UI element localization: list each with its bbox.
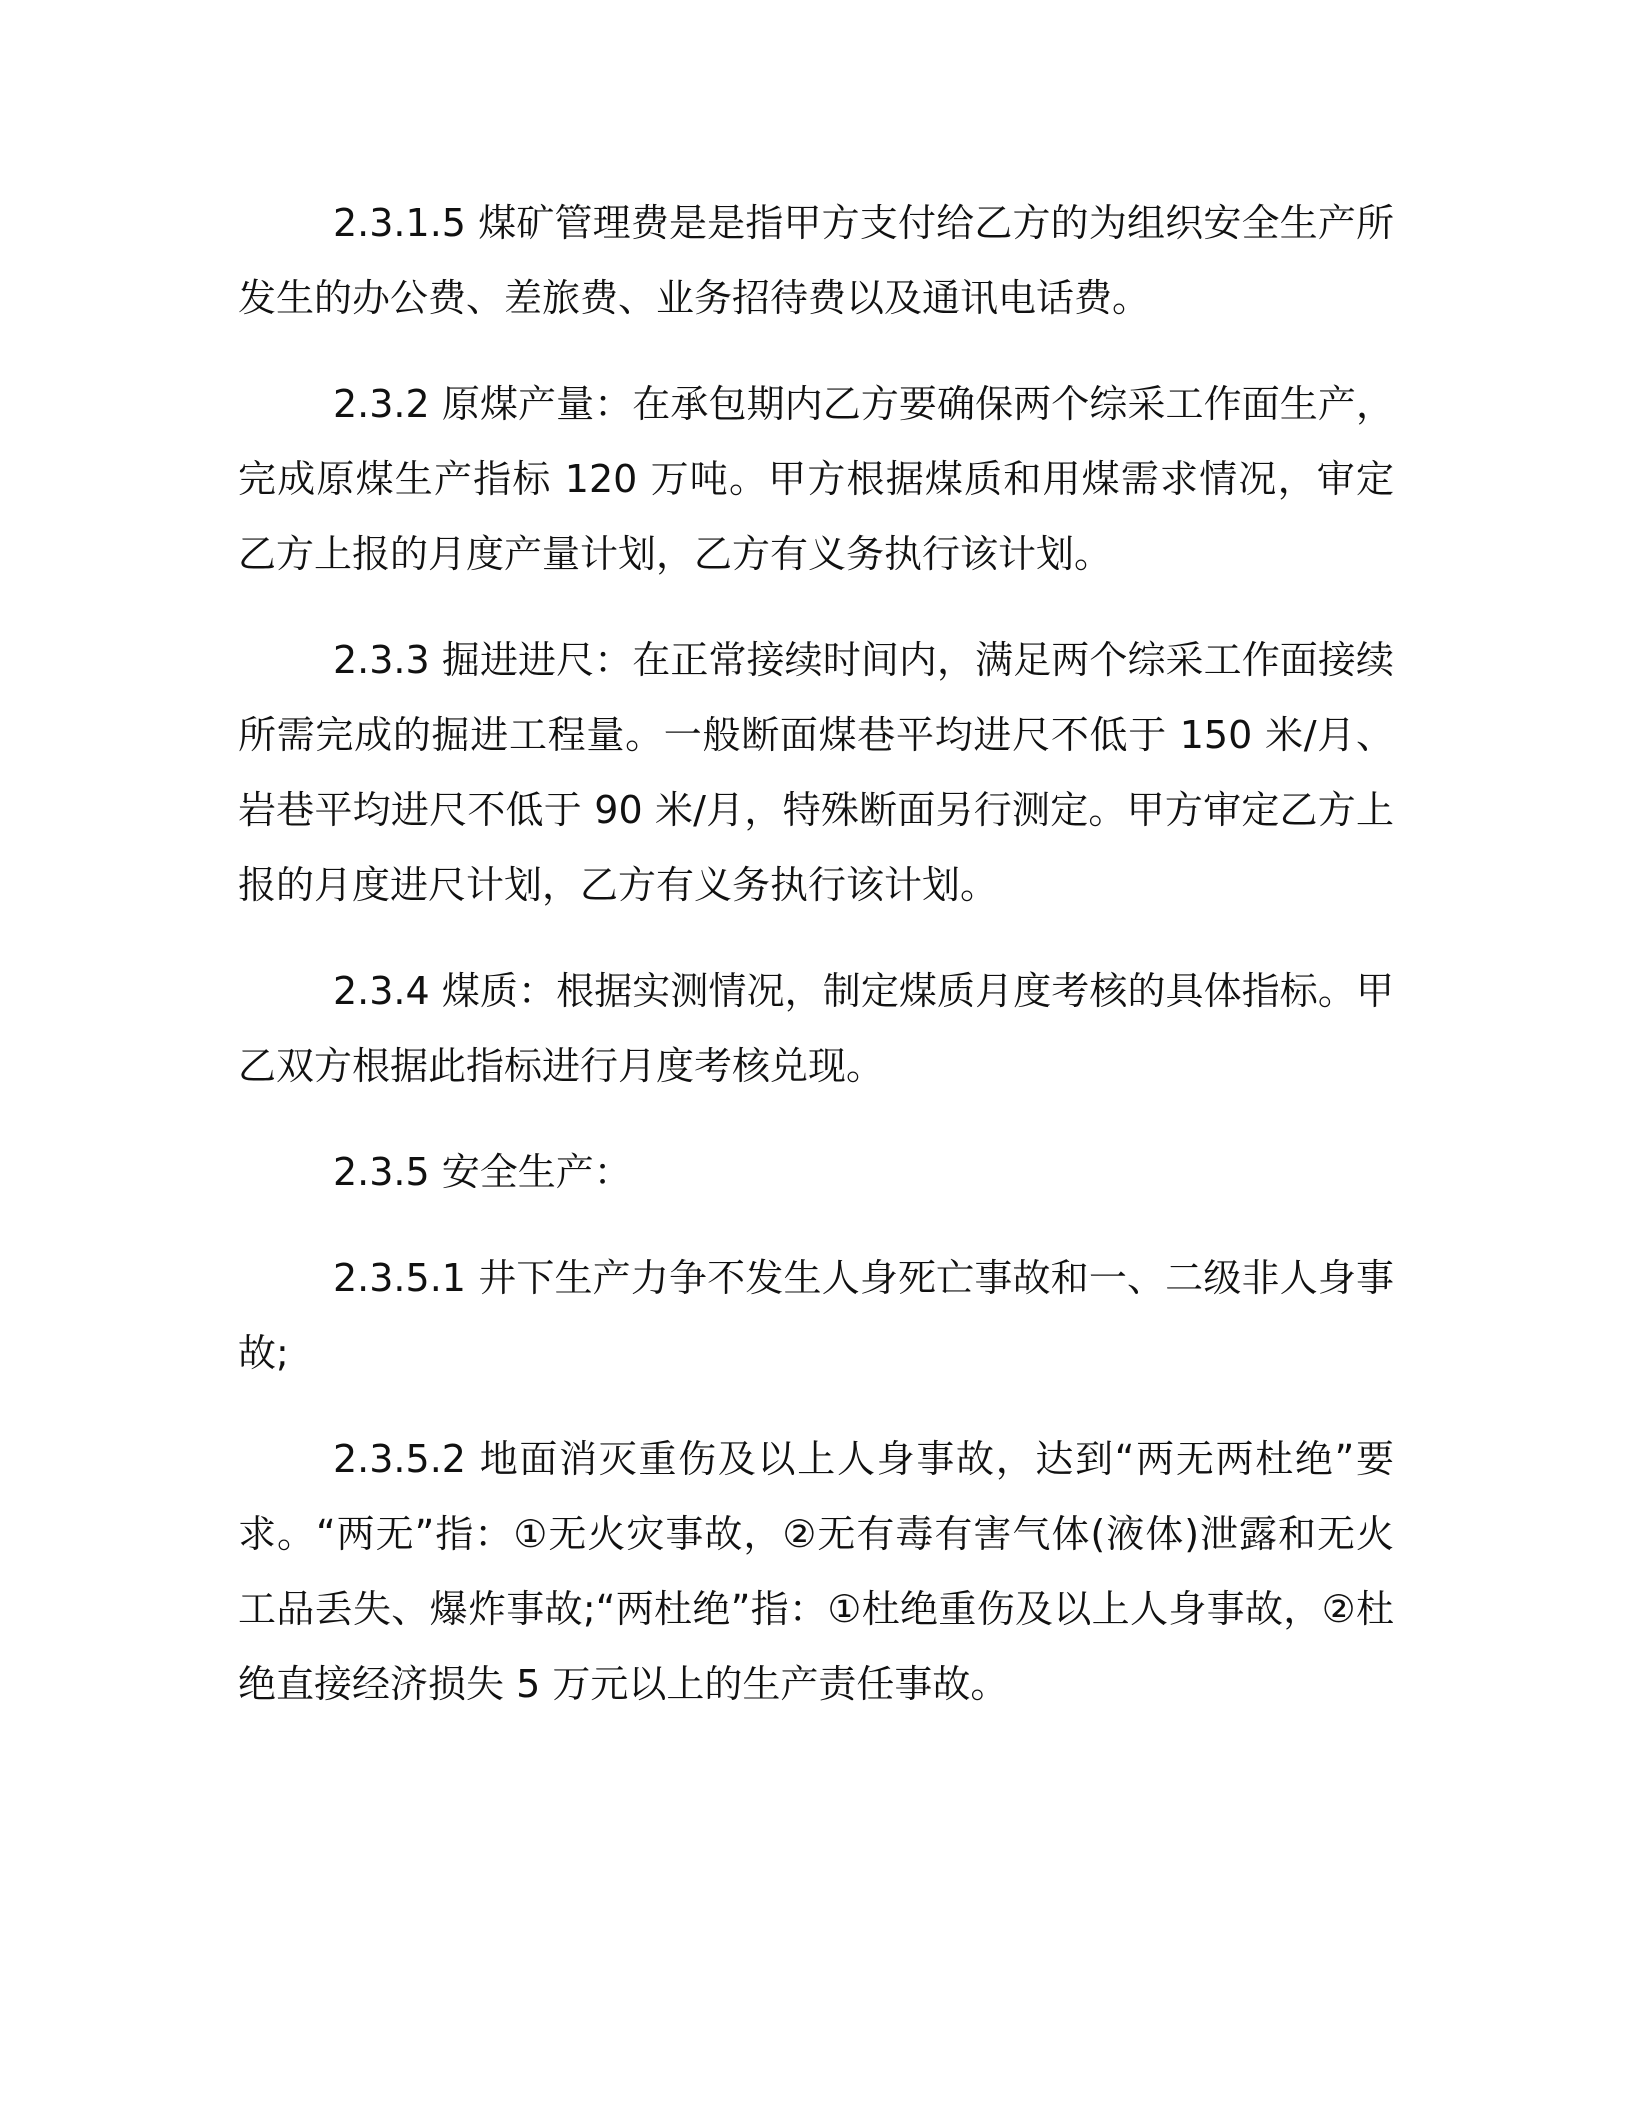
paragraph-2-3-1-5: 2.3.1.5 煤矿管理费是是指甲方支付给乙方的为组织安全生产所发生的办公费、差旅费、业务招待费以及通讯电话费。 <box>238 201 1394 320</box>
paragraph-2-3-5: 2.3.5 安全生产： <box>333 1150 632 1194</box>
paragraph-2-3-5-2: 2.3.5.2 地面消灭重伤及以上人身事故，达到“两无两杜绝”要求。“两无”指：①无火灾事故，②无有毒有害气体(液体)泄露和无火工品丢失、爆炸事故;“两杜绝”指：①杜绝重伤及以上人身事故，②杜绝直接经济损失 5 万元以上的生产责任事故。 <box>238 1437 1394 1706</box>
document-body <box>238 186 1394 1753</box>
paragraph-2-3-4: 2.3.4 煤质：根据实测情况，制定煤质月度考核的具体指标。甲乙双方根据此指标进行月度考核兑现。 <box>238 969 1394 1088</box>
paragraph-2-3-5-1: 2.3.5.1 井下生产力争不发生人身死亡事故和一、二级非人身事故; <box>238 1256 1394 1375</box>
paragraph-2-3-3: 2.3.3 掘进进尺：在正常接续时间内，满足两个综采工作面接续所需完成的掘进工程量。一般断面煤巷平均进尺不低于 150 米/月、岩巷平均进尺不低于 90 米/月，特殊断面另行测定。甲方审定乙方上报的月度进尺计划，乙方有义务执行该计划。 <box>238 638 1394 907</box>
paragraph-2-3-2: 2.3.2 原煤产量：在承包期内乙方要确保两个综采工作面生产，完成原煤生产指标 120 万吨。甲方根据煤质和用煤需求情况，审定乙方上报的月度产量计划，乙方有义务执行该计划。 <box>238 382 1394 576</box>
